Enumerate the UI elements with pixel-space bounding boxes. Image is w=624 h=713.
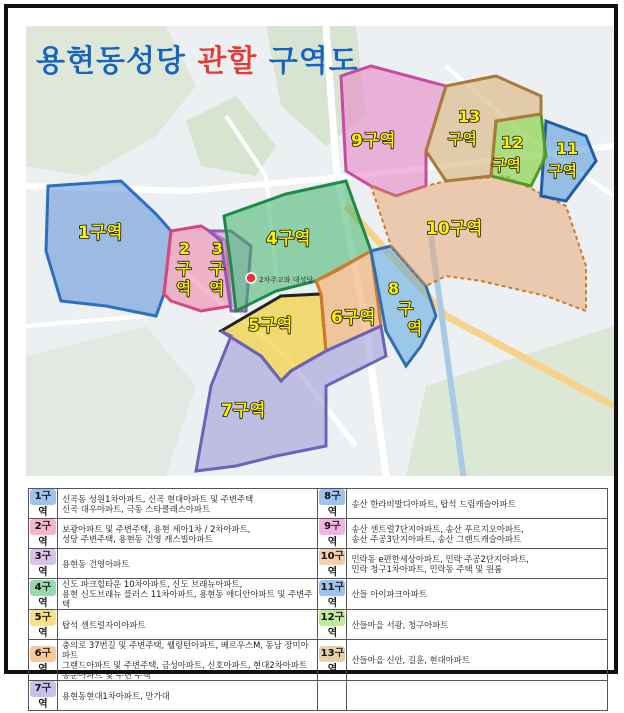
zone-10-label: 10구역 (426, 219, 483, 239)
legend-description-cell: 민락동 e편한세상아파트, 민락 주공2단지아파트, 민락 청구1차아파트, 민락동 주택 및 원룸 (347, 549, 608, 579)
map-canvas (26, 26, 614, 476)
zone-6-label: 6구역 (331, 308, 376, 328)
zone-4-label: 4구역 (266, 229, 311, 249)
legend-zone-badge: 7구역 (30, 681, 56, 697)
legend-row (29, 519, 608, 549)
legend-row (29, 610, 608, 640)
zone-1-label: 1구역 (78, 223, 123, 243)
legend-description-cell: 탑석 센트럴자이아파트 (57, 610, 318, 640)
legend-description-cell: 신곡동 성원1차아파트, 신곡 현대아파트 및 주변주택 신곡 대우아파트, 극동 스타클래스아파트 (57, 489, 318, 519)
legend-description-cell: 송산 센트럴7단지아파트, 송산 푸르지오아파트, 송산 주공3단지아파트, 송산 그랜드캐슬아파트 (347, 519, 608, 549)
legend-zone-badge: 11구역 (320, 581, 345, 609)
legend-description-cell: 산들마을 서광, 청구아파트 (347, 610, 608, 640)
legend-description-cell: 용현동 건영아파트 (57, 549, 318, 579)
legend-description-cell: 충의로 37번길 및 주변주택, 웰링턴아파트, 베르우스M, 동남 장미아파트 그랜드아파트 및 주변주택, 금성아파트, 신호아파트, 현대2차아파트 동문아파트 및 주변 주택 (57, 640, 318, 681)
map-title (36, 36, 359, 80)
zone-9-label: 9구역 (351, 131, 396, 151)
legend-description-cell: 용현동현대1차아파트, 만가대 (57, 681, 318, 711)
legend-zone-badge: 3구역 (30, 549, 56, 565)
zone-3-char-yeok: 역 (209, 279, 225, 298)
zone-8-char-yeok: 역 (407, 319, 423, 338)
legend-zone-badge: 13구역 (320, 647, 345, 675)
zone-8-digit: 8 (388, 279, 400, 298)
zone-11-suffix: 구역 (548, 162, 577, 180)
legend-row (29, 549, 608, 579)
zone-5-label: 5구역 (248, 316, 293, 336)
church-pin-label: 2차주교좌 대성당 (259, 276, 314, 284)
zone-12-digit: 12 (501, 133, 524, 152)
legend-zone-badge: 5구역 (30, 610, 56, 626)
legend-key-cell (29, 519, 58, 549)
legend-key-cell (29, 640, 58, 681)
legend-key-cell (318, 610, 347, 640)
legend-row (29, 640, 608, 681)
legend-row (29, 579, 608, 610)
church-pin-icon[interactable] (246, 273, 256, 283)
legend-row (29, 489, 608, 519)
legend-zone-badge: 4구역 (30, 580, 56, 596)
page-frame (4, 4, 618, 710)
legend-zone-badge: 12구역 (320, 612, 345, 639)
legend-key-cell (29, 549, 58, 579)
zone-2-char-gu: 구 (176, 259, 192, 278)
legend-zone-badge: 10구역 (320, 551, 345, 578)
zone-legend-table (28, 488, 608, 711)
legend-zone-badge: 2구역 (30, 519, 56, 535)
legend-description-cell (347, 681, 608, 711)
legend-description-cell: 신도 파크힐타운 10차아파트, 신도 브래뉴아파트, 용현 신도브래뉴 플러스 11차아파트, 용현동 애디안아파트 및 주변주택 (57, 579, 318, 610)
legend-description-cell: 산들마을 신안, 길훈, 현대아파트 (347, 640, 608, 681)
legend-zone-badge: 8구역 (319, 489, 345, 505)
legend-description-cell: 송산 한라비발디아파트, 탑석 드림캐슬아파트 (347, 489, 608, 519)
zone-2-digit: 2 (179, 239, 191, 258)
parish-zone-map[interactable] (26, 26, 614, 476)
legend-key-cell (318, 579, 347, 610)
zone-3-digit: 3 (212, 239, 224, 258)
legend-key-cell (29, 579, 58, 610)
legend-description-cell: 산들 아이파크아파트 (347, 579, 608, 610)
zone-13-digit: 13 (458, 107, 481, 126)
zone-13-suffix: 구역 (448, 130, 477, 148)
legend-zone-badge: 9구역 (319, 519, 345, 535)
zone-3-char-gu: 구 (209, 259, 225, 278)
title-part-1: 용현동성당 (36, 44, 186, 79)
title-part-2: 관할 (197, 44, 258, 79)
title-part-3: 구역도 (268, 44, 359, 79)
legend-key-cell (318, 640, 347, 681)
legend-zone-badge (319, 686, 345, 702)
zone-2-char-yeok: 역 (176, 279, 192, 298)
legend-zone-badge: 6구역 (30, 646, 56, 662)
legend-zone-badge: 1구역 (30, 489, 56, 505)
zone-12-suffix: 구역 (492, 156, 521, 174)
zone-11-digit: 11 (556, 139, 579, 158)
legend-key-cell (29, 610, 58, 640)
legend-key-cell (318, 519, 347, 549)
legend-key-cell (29, 681, 58, 711)
legend-description-cell: 보광아파트 및 주변주택, 용현 세아1차 / 2차아파트, 성당 주변주택, 용현동 건영 캐스빌아파트 (57, 519, 318, 549)
legend-key-cell (318, 489, 347, 519)
legend-key-cell (29, 489, 58, 519)
zone-8-char-gu: 구 (398, 299, 414, 318)
zone-7-label: 7구역 (221, 401, 266, 421)
legend-row (29, 681, 608, 711)
legend-key-cell (318, 681, 347, 711)
legend-key-cell (318, 549, 347, 579)
